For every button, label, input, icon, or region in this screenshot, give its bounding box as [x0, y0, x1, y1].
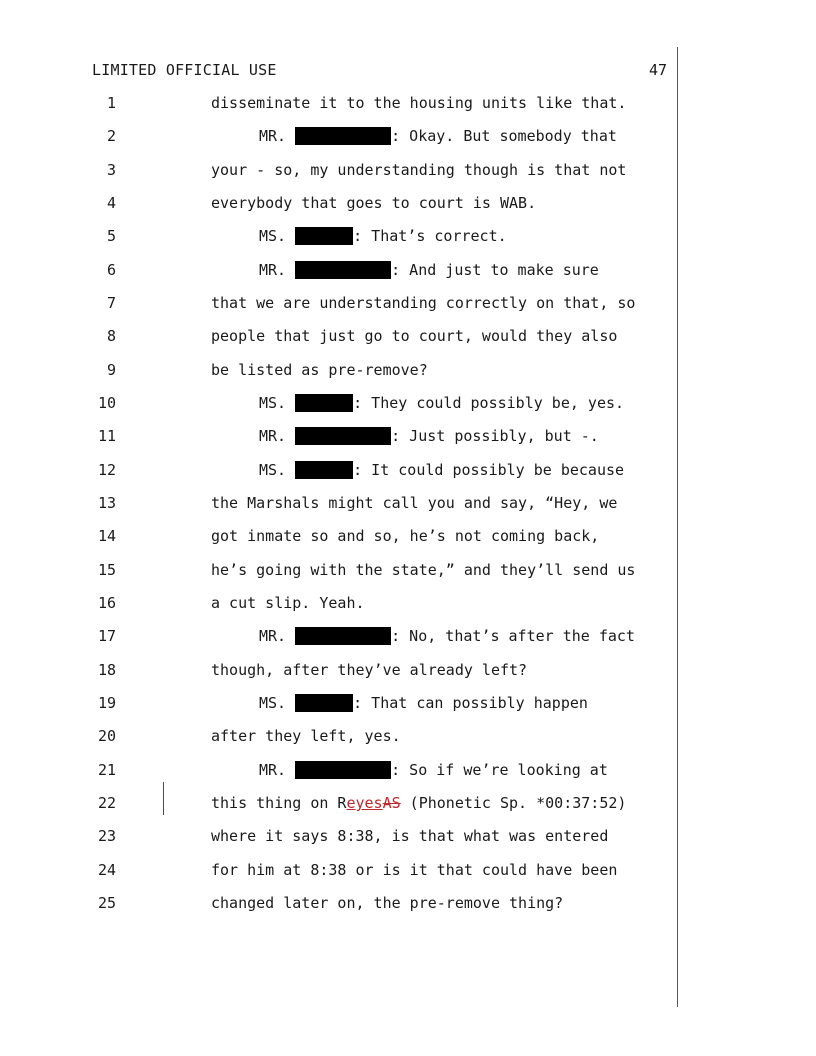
line-text: : It could possibly be because: [353, 461, 625, 479]
speaker-title: MS.: [259, 461, 287, 479]
speaker-turn: [259, 393, 624, 413]
line-text: : That can possibly happen: [353, 694, 588, 712]
line-number: 16: [97, 594, 116, 612]
page-number: 47: [649, 61, 668, 79]
line-text: that we are understanding correctly on that, so: [211, 294, 636, 312]
line-number: 23: [97, 827, 116, 845]
line-text: disseminate it to the housing units like that.: [211, 94, 627, 112]
redaction-box: [295, 461, 353, 479]
redaction-box: [295, 127, 391, 145]
header-classification: LIMITED OFFICIAL USE: [92, 61, 277, 79]
line-text: everybody that goes to court is WAB.: [211, 194, 537, 212]
speaker-title: MS.: [259, 227, 287, 245]
redaction-box: [295, 427, 391, 445]
speaker-turn: [259, 760, 608, 780]
speaker-title: MR.: [259, 261, 287, 279]
redaction-box: [295, 761, 391, 779]
line-number: 10: [97, 394, 116, 412]
speaker-turn: [259, 626, 635, 646]
line-text: people that just go to court, would they also: [211, 327, 618, 345]
line-number: 19: [97, 694, 116, 712]
line-number: 12: [97, 461, 116, 479]
line-number: 18: [97, 661, 116, 679]
line-text: your - so, my understanding though is that not: [211, 161, 627, 179]
line-text: be listed as pre-remove?: [211, 361, 428, 379]
line-number: 7: [106, 294, 116, 312]
line-number: 24: [97, 861, 116, 879]
line-text: got inmate so and so, he’s not coming back,: [211, 527, 600, 545]
line-number: 20: [97, 727, 116, 745]
tracked-deletion: AS: [382, 794, 401, 812]
line-number: 15: [97, 561, 116, 579]
line-text: : They could possibly be, yes.: [353, 394, 625, 412]
line-text: : And just to make sure: [391, 261, 599, 279]
line-number: 5: [106, 227, 116, 245]
line-number: 13: [97, 494, 116, 512]
line-text: changed later on, the pre-remove thing?: [211, 894, 564, 912]
redaction-box: [295, 394, 353, 412]
line-text: a cut slip. Yeah.: [211, 594, 365, 612]
redaction-box: [295, 694, 353, 712]
speaker-title: MS.: [259, 694, 287, 712]
right-margin-rule: [677, 47, 678, 1007]
line-number: 21: [97, 761, 116, 779]
line-number: 9: [106, 361, 116, 379]
tracked-insertion: eyes: [346, 794, 383, 812]
line-number: 2: [106, 127, 116, 145]
line-text: for him at 8:38 or is it that could have been: [211, 861, 618, 879]
speaker-turn: [259, 426, 599, 446]
line-text: he’s going with the state,” and they’ll send us: [211, 561, 636, 579]
line-number: 4: [106, 194, 116, 212]
text-segment: (Phonetic Sp. *00:37:52): [400, 794, 627, 812]
line-number: 11: [97, 427, 116, 445]
line-text: [211, 793, 626, 813]
line-text: : That’s correct.: [353, 227, 507, 245]
line-text: : Okay. But somebody that: [391, 127, 617, 145]
speaker-title: MR.: [259, 427, 287, 445]
line-text: where it says 8:38, is that what was entered: [211, 827, 609, 845]
line-number: 3: [106, 161, 116, 179]
text-segment: this thing on R: [211, 794, 347, 812]
redaction-box: [295, 261, 391, 279]
line-number: 6: [106, 261, 116, 279]
speaker-title: MR.: [259, 627, 287, 645]
line-number: 1: [106, 94, 116, 112]
line-text: the Marshals might call you and say, “Hey, we: [211, 494, 618, 512]
speaker-turn: [259, 226, 507, 246]
line-text: : No, that’s after the fact: [391, 627, 635, 645]
line-text: : So if we’re looking at: [391, 761, 608, 779]
line-number: 14: [97, 527, 116, 545]
line-text: after they left, yes.: [211, 727, 401, 745]
speaker-title: MS.: [259, 394, 287, 412]
line-number: 25: [97, 894, 116, 912]
line-number: 8: [106, 327, 116, 345]
speaker-title: MR.: [259, 761, 287, 779]
speaker-turn: [259, 126, 617, 146]
line-number: 22: [97, 794, 116, 812]
speaker-turn: [259, 260, 599, 280]
line-text: : Just possibly, but -.: [391, 427, 599, 445]
speaker-title: MR.: [259, 127, 287, 145]
revision-change-bar: [163, 782, 164, 815]
line-text: though, after they’ve already left?: [211, 661, 528, 679]
speaker-turn: [259, 693, 588, 713]
redaction-box: [295, 227, 353, 245]
redaction-box: [295, 627, 391, 645]
line-number: 17: [97, 627, 116, 645]
speaker-turn: [259, 460, 624, 480]
